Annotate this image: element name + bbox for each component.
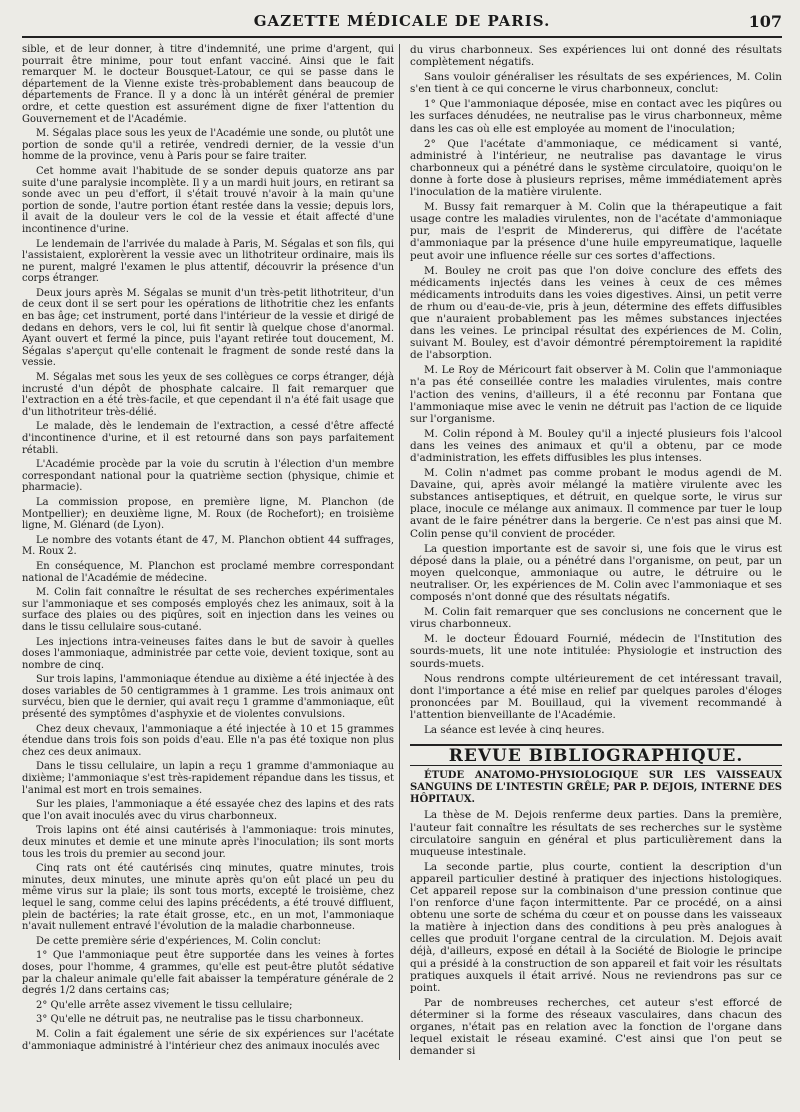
paragraph: La seconde partie, plus courte, contient la description d'un appareil particulier destiné à pratiquer des injections histologiques. Cet appareil repose sur la combinaison d'une pression continue que l'on renforce d'une façon intermittente. Par ce procédé, on a ainsi obtenu une sorte de schéma du cœur et on pousse dans les vaisseaux la matière à injection dans des conditions à peu près analogues à celles que produit l'organe central de la circulation. M. Dejois avait déjà, d'ailleurs, exposé en détail à la Société de Biologie le principe qui a présidé à la construction de son appareil et fait voir les résultats pratiques auxquels il était arrivé. Nous ne reviendrons pas sur ce point.: [410, 860, 782, 994]
paragraph: Les injections intra-veineuses faites dans le but de savoir à quelles doses l'ammoniaque, administrée par cette voie, devient toxique, sont au nombre de cinq.: [22, 636, 394, 671]
paragraph: 2° Qu'elle arrête assez vivement le tissu cellulaire;: [36, 999, 293, 1011]
paragraph: Le malade, dès le lendemain de l'extraction, a cessé d'être affecté d'incontinence d'urine, et il est retourné dans son pays parfaitement rétabli.: [22, 421, 394, 456]
paragraph: L'Académie procède par la voie du scrutin à l'élection d'un membre correspondant national pour la quatrième section (physique, chimie et pharmacie).: [22, 459, 394, 494]
paragraph: du virus charbonneux. Ses expériences lui ont donné des résultats complètement négatifs.: [410, 44, 782, 69]
page-number: 107: [748, 12, 782, 31]
paragraph: Trois lapins ont été ainsi cautérisés à l'ammoniaque: trois minutes, deux minutes et demie et une minute après l'inoculation; ils sont morts tous les trois du premier au second jour.: [22, 825, 394, 860]
paragraph: 1° Que l'ammoniaque peut être supportée dans les veines à fortes doses, pour l'homme, 4 grammes, qu'elle est peut-être plutôt sédative par la chaleur animale qu'elle fait abaisser la température générale de 2 degrés 1/2 dans certains cas;: [22, 950, 394, 997]
paragraph: Le nombre des votants étant de 47, M. Planchon obtient 44 suffrages, M. Roux 2.: [22, 534, 394, 558]
paragraph: M. Colin répond à M. Bouley qu'il a injecté plusieurs fois l'alcool dans les veines des animaux et qu'il a obtenu, par ce mode d'administration, les effets diffusibles les plus intenses.: [410, 427, 782, 464]
review-subheading: ÉTUDE ANATOMO-PHYSIOLOGIQUE SUR LES VAISSEAUX SANGUINS DE L'INTESTIN GRÊLE; PAR P. DEJOIS, INTERNE DES HÔPITAUX.: [410, 770, 782, 806]
paragraph: Nous rendrons compte ultérieurement de cet intéressant travail, dont l'importance a été mise en relief par quelques paroles d'éloges prononcées par M. Bouillaud, qui la vivement recommandé à l'attention bienveillante de l'Académie.: [410, 672, 782, 721]
paragraph: Dans le tissu cellulaire, un lapin a reçu 1 gramme d'ammoniaque au dixième; l'ammoniaque s'est très-rapidement répandue dans les tissus, et l'animal est mort en trois semaines.: [22, 761, 394, 796]
paragraph: Deux jours après M. Ségalas se munit d'un très-petit lithotriteur, d'un de ceux dont il se sert pour les opérations de lithotritie chez les enfants en bas âge; cet instrument, porté dans l'intérieur de la vessie et dirigé de dedans en dehors, vers le col, lui fit sentir là quelque chose d'anormal. Ayant ouvert et fermé la pince, puis l'ayant retirée tout doucement, M. Ségalas s'aperçut qu'elle contenait le fragment de sonde resté dans la vessie.: [22, 287, 394, 369]
paragraph: Sur les plaies, l'ammoniaque a été essayée chez des lapins et des rats que l'on avait inoculés avec du virus charbonneux.: [22, 799, 394, 822]
newspaper-page: [22, 10, 782, 1090]
section-heading: REVUE BIBLIOGRAPHIQUE.: [410, 744, 782, 766]
paragraph: Chez deux chevaux, l'ammoniaque a été injectée à 10 et 15 grammes étendue dans trois fois son poids d'eau. Elle n'a pas été toxique non plus chez ces deux animaux.: [22, 723, 394, 758]
paragraph: La séance est levée à cinq heures.: [424, 723, 605, 736]
paragraph: M. le docteur Édouard Fournié, médecin de l'Institution des sourds-muets, lit une note intitulée: Physiologie et instruction des sourds-muets.: [410, 633, 782, 670]
paragraph: Cet homme avait l'habitude de se sonder depuis quatorze ans par suite d'une paralysie incomplète. Il y a un mardi huit jours, en retirant sa sonde avec un peu d'effort, il s'était trouvé n'avoir à la main qu'une portion de sonde, l'autre portion étant restée dans la vessie; depuis lors, il avait de la douleur vers le col de la vessie et était affecté d'une incontinence d'urine.: [22, 165, 394, 235]
paragraph: 2° Que l'acétate d'ammoniaque, ce médicament si vanté, administré à l'intérieur, ne neutralise pas davantage le virus charbonneux qui a pénétré dans le système circulatoire, quoiqu'on le donne à forte dose à plusieurs reprises, même immédiatement après l'inoculation de la matière virulente.: [410, 137, 782, 199]
paragraph: 1° Que l'ammoniaque déposée, mise en contact avec les piqûres ou les surfaces dénudées, ne neutralise pas le virus charbonneux, même dans les cas où elle est employée au moment de l'inoculation;: [410, 98, 782, 135]
paragraph: Sans vouloir généraliser les résultats de ses expériences, M. Colin s'en tient à ce qui concerne le virus charbonneux, conclut:: [410, 71, 782, 96]
paragraph: Par de nombreuses recherches, cet auteur s'est efforcé de déterminer si la forme des réseaux vasculaires, dans chacun des organes, n'était pas en relation avec la fonction de l'organe dans lequel existait le réseau examiné. C'est ainsi que l'on peut se demander si: [410, 996, 782, 1058]
paragraph: La question importante est de savoir si, une fois que le virus est déposé dans la plaie, ou a pénétré dans l'organisme, on peut, par un moyen quelconque, ammoniaque ou autre, le détruire ou le neutraliser. Or, les expériences de M. Colin avec l'ammoniaque et ses composés n'ont donné que des résultats négatifs.: [410, 542, 782, 604]
paragraph: 3° Qu'elle ne détruit pas, ne neutralise pas le tissu charbonneux.: [36, 1014, 364, 1026]
paragraph: Le lendemain de l'arrivée du malade à Paris, M. Ségalas et son fils, qui l'assistaient, explorèrent la vessie avec un lithotriteur ordinaire, mais ils ne purent, malgré l'examen le plus attentif, découvrir la présence d'un corps étranger.: [22, 238, 394, 285]
paragraph: En conséquence, M. Planchon est proclamé membre correspondant national de l'Académie de médecine.: [22, 560, 394, 584]
page-header: [22, 10, 782, 38]
left-column: [22, 44, 394, 1060]
paragraph: M. Colin n'admet pas comme probant le modus agendi de M. Davaine, qui, après avoir mélangé la matière virulente avec les substances antiseptiques, et détruit, en quelque sorte, le virus sur place, inocule ce mélange aux animaux. Il commence par tuer le loup avant de le faire pénétrer dans la bergerie. Ce n'est pas ainsi que M. Colin pense qu'il convient de procéder.: [410, 467, 782, 540]
paragraph: M. Colin a fait également une série de six expériences sur l'acétate d'ammoniaque administré à l'intérieur chez des animaux inoculés avec: [22, 1028, 394, 1052]
paragraph: M. Ségalas met sous les yeux de ses collègues ce corps étranger, déjà incrusté d'un dépôt de phosphate calcaire. Il fait remarquer que l'extraction en a été très-facile, et que cependant il n'a été fait usage que d'un lithotriteur très-délié.: [22, 372, 394, 418]
paragraph: M. Colin fait connaître le résultat de ses recherches expérimentales sur l'ammoniaque et ses composés employés chez les animaux, soit à la surface des plaies ou des piqûres, soit en injection dans les veines ou dans le tissu cellulaire sous-cutané.: [22, 587, 394, 633]
paragraph: M. Ségalas place sous les yeux de l'Académie une sonde, ou plutôt une portion de sonde qu'il a retirée, vendredi dernier, de la vessie d'un homme de la province, venu à Paris pour se faire traiter.: [22, 128, 394, 163]
paragraph: Cinq rats ont été cautérisés cinq minutes, quatre minutes, trois minutes, deux minutes, une minute après qu'on eût placé un peu du même virus sur la plaie; ils sont tous morts, excepté le troisième, chez lequel le sang, comme celui des lapins précédents, a été trouvé diffluent, plein de bactéries; la rate était grosse, etc., en un mot, l'ammoniaque n'avait nullement entravé l'évolution de la maladie charbonneuse.: [22, 863, 394, 933]
right-column: [410, 44, 782, 1060]
paragraph: La thèse de M. Dejois renferme deux parties. Dans la première, l'auteur fait connaître les résultats de ses recherches sur le système circulatoire sanguin en général et plus particulièrement dans la muqueuse intestinale.: [410, 809, 782, 858]
paragraph: De cette première série d'expériences, M. Colin conclut:: [36, 935, 322, 947]
paragraph: sible, et de leur donner, à titre d'indemnité, une prime d'argent, qui pourrait être minime, pour tout enfant vacciné. Ainsi que le fait remarquer M. le docteur Bousquet-Latour, ce qui se passe dans le département de la Vienne existe très-probablement dans beaucoup de départements de France. Il y a donc là un intérêt général de premier ordre, et cette question est assurément digne de fixer l'attention du Gouvernement et de l'Académie.: [22, 44, 394, 125]
paragraph: M. Colin fait remarquer que ses conclusions ne concernent que le virus charbonneux.: [410, 606, 782, 631]
paragraph: Sur trois lapins, l'ammoniaque étendue au dixième a été injectée à des doses variables de 50 centigrammes à 1 gramme. Les trois animaux ont survécu, bien que le dernier, qui avait reçu 1 gramme d'ammoniaque, eût présenté des symptômes d'asphyxie et de violentes convulsions.: [22, 674, 394, 721]
paragraph: M. Le Roy de Méricourt fait observer à M. Colin que l'ammoniaque n'a pas été conseillée contre les maladies virulentes, mais contre l'action des venins, d'ailleurs, il a été reconnu par Fontana que l'ammoniaque mise avec le venin ne détruit pas l'action de ce liquide sur l'organisme.: [410, 364, 782, 425]
two-column-body: [22, 44, 782, 1060]
column-divider: [399, 44, 400, 1060]
paragraph: M. Bouley ne croit pas que l'on doive conclure des effets des médicaments injectés dans les veines à ceux de ces mêmes médicaments introduits dans les voies digestives. Ainsi, un petit verre de rhum ou d'eau-de-vie, pris à jeun, détermine des effets diffusibles que n'auraient probablement pas les mêmes substances injectées dans les veines. Le principal résultat des expériences de M. Colin, suivant M. Bouley, est d'avoir démontré péremptoirement la rapidité de l'absorption.: [410, 264, 782, 362]
journal-title: GAZETTE MÉDICALE DE PARIS.: [253, 12, 551, 30]
paragraph: La commission propose, en première ligne, M. Planchon (de Montpellier); en deuxième ligne, M. Roux (de Rochefort); en troisième ligne, M. Glénard (de Lyon).: [22, 496, 394, 532]
paragraph: M. Bussy fait remarquer à M. Colin que la thérapeutique a fait usage contre les maladies virulentes, non de l'acétate d'ammoniaque pur, mais de l'esprit de Mindererus, qui diffère de l'acétate d'ammoniaque par la présence d'une huile empyreumatique, laquelle peut avoir une influence réelle sur ces sortes d'affections.: [410, 201, 782, 262]
